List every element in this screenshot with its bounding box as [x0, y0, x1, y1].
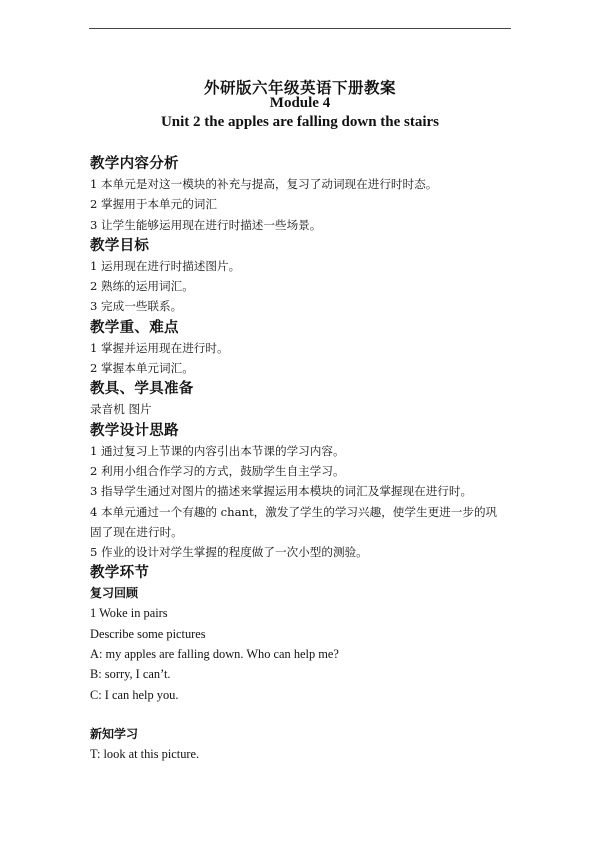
- list-item: 2 熟练的运用词汇。: [90, 279, 194, 294]
- dialogue-line: Describe some pictures: [90, 626, 206, 641]
- list-item: 1 通过复习上节课的内容引出本节课的学习内容。: [90, 443, 345, 458]
- module-title: Module 4: [269, 95, 331, 111]
- list-item: 4 本单元通过一个有趣的 chant，激发了学生的学习兴趣，使学生更进一步的巩: [90, 504, 498, 519]
- subsection-heading-new-learning: 新知学习: [90, 726, 139, 741]
- section-heading-design: 教学设计思路: [90, 421, 179, 439]
- spacer: [90, 705, 518, 724]
- section-heading-goals: 教学目标: [90, 236, 150, 254]
- list-item: 5 作业的设计对学生掌握的程度做了一次小型的测验。: [90, 545, 368, 560]
- header-rule: [89, 28, 511, 29]
- dialogue-line: 1 Woke in pairs: [90, 606, 168, 621]
- dialogue-line: T: look at this picture.: [90, 746, 200, 761]
- section-heading-key-points: 教学重、难点: [90, 318, 179, 336]
- unit-title: Unit 2 the apples are falling down the stairs: [160, 114, 440, 130]
- list-item: 3 让学生能够运用现在进行时描述一些场景。: [90, 217, 322, 232]
- section-heading-procedure: 教学环节: [90, 564, 150, 582]
- subsection-heading-review: 复习回顾: [90, 586, 139, 601]
- list-item: 录音机 图片: [90, 402, 152, 417]
- list-item: 1 运用现在进行时描述图片。: [90, 258, 241, 273]
- list-item: 3 完成一些联系。: [90, 299, 183, 314]
- page-title: 外研版六年级英语下册教案: [203, 78, 396, 97]
- dialogue-line: C: I can help you.: [90, 687, 179, 702]
- list-item: 1 本单元是对这一模块的补充与提高，复习了动词现在进行时时态。: [90, 177, 438, 191]
- section-heading-materials: 教具、学具准备: [90, 380, 194, 398]
- list-item: 1 掌握并运用现在进行时。: [90, 340, 229, 355]
- list-item: 2 掌握用于本单元的词汇: [90, 197, 217, 212]
- dialogue-line: B: sorry, I can’t.: [90, 667, 171, 682]
- document-body: [90, 153, 518, 764]
- list-item: 3 指导学生通过对图片的描述来掌握运用本模块的词汇及掌握现在进行时。: [90, 484, 473, 499]
- list-item: 2 掌握本单元词汇。: [90, 361, 194, 376]
- dialogue-line: A: my apples are falling down. Who can help me?: [90, 647, 339, 662]
- section-heading-analysis: 教学内容分析: [90, 155, 179, 172]
- list-item: 2 利用小组合作学习的方式，鼓励学生自主学习。: [90, 463, 345, 478]
- list-item-continuation: 固了现在进行时。: [90, 524, 183, 539]
